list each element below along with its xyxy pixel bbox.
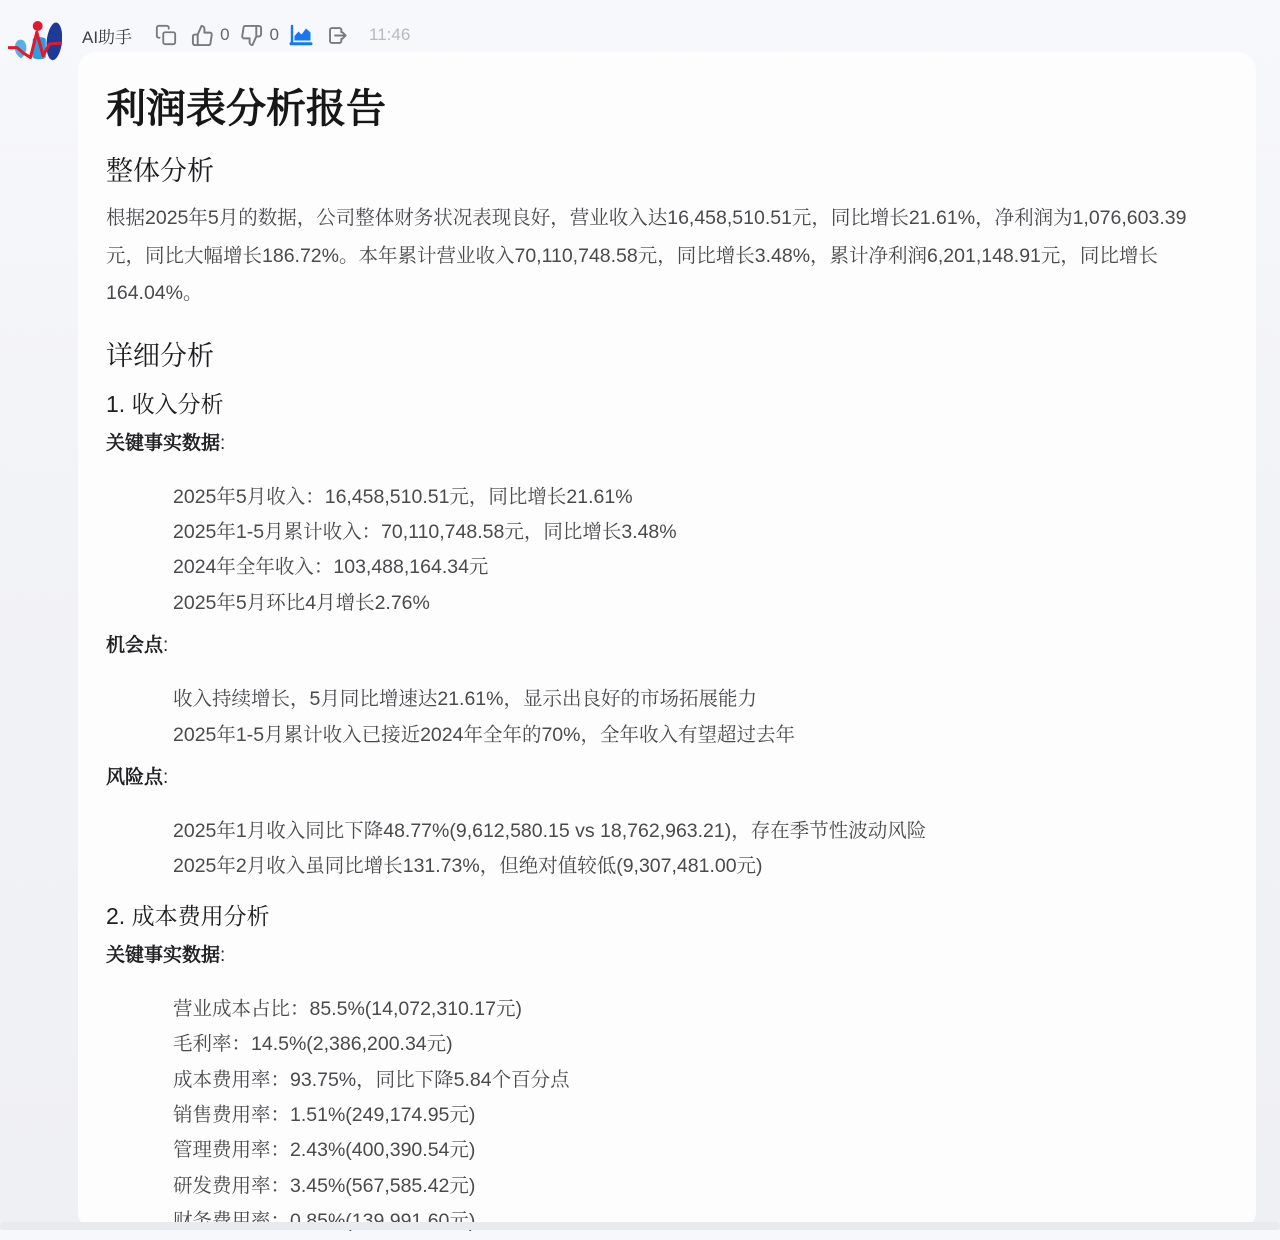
list-item: 2025年1-5月累计收入：70,110,748.58元，同比增长3.48%	[173, 520, 677, 543]
list-item: 2025年5月收入：16,458,510.51元，同比增长21.61%	[173, 485, 633, 508]
report-title: 利润表分析报告	[106, 87, 386, 131]
copy-icon	[155, 24, 177, 46]
label-colon: :	[163, 635, 169, 657]
list-item: 2025年1月收入同比下降48.77%(9,612,580.15 vs 18,762,963.21)，存在季节性波动风险	[173, 819, 927, 842]
thumbs-down-button[interactable]	[238, 21, 266, 49]
thumbs-down-icon	[240, 24, 263, 47]
key-facts-label	[106, 944, 1226, 968]
thumbs-down-count: 0	[269, 25, 279, 44]
list-item: 销售费用率：1.51%(249,174.95元)	[173, 1103, 476, 1126]
key-facts-label-text: 关键事实数据	[106, 432, 221, 454]
overall-analysis-paragraph: 根据2025年5月的数据，公司整体财务状况表现良好，营业收入达16,458,510.51元，同比增长21.61%，净利润为1,076,603.39元，同比大幅增长186.72%。本年累计营业收入70,110,748.58元，同比增长3.48%，累计净利润6,201,148.91元，同比增长164.04%。	[106, 207, 1187, 304]
revenue-analysis-heading: 1. 收入分析	[106, 390, 224, 417]
list-item: 2024年全年收入：103,488,164.34元	[173, 556, 489, 579]
horizontal-scrollbar-track[interactable]	[0, 1222, 1280, 1230]
assistant-logo-icon	[8, 8, 62, 62]
copy-button[interactable]	[152, 21, 180, 49]
label-colon: :	[220, 944, 226, 966]
cost-analysis-heading: 2. 成本费用分析	[106, 902, 270, 929]
list-item: 研发费用率：3.45%(567,585.42元)	[173, 1174, 476, 1197]
assistant-name: AI助手	[82, 27, 133, 47]
list-item: 2025年2月收入虽同比增长131.73%，但绝对值较低(9,307,481.00元)	[173, 855, 763, 878]
area-chart-icon	[289, 23, 313, 47]
cost-facts-list	[106, 992, 1226, 1240]
list-item: 营业成本占比：85.5%(14,072,310.17元)	[173, 997, 522, 1020]
list-item: 管理费用率：2.43%(400,390.54元)	[173, 1139, 476, 1162]
overall-analysis-heading: 整体分析	[106, 156, 214, 186]
opportunities-label-text: 机会点	[106, 635, 164, 657]
key-facts-label	[106, 432, 1226, 456]
list-item: 2025年5月环比4月增长2.76%	[173, 591, 430, 614]
export-button[interactable]	[323, 21, 351, 49]
assistant-message-card	[78, 52, 1256, 1230]
label-colon: :	[163, 766, 169, 788]
risks-list	[106, 814, 1226, 885]
list-item: 成本费用率：93.75%，同比下降5.84个百分点	[173, 1068, 570, 1091]
export-icon	[326, 24, 349, 47]
opportunities-label	[106, 634, 1226, 658]
thumbs-up-count: 0	[220, 25, 230, 44]
message-actions	[148, 21, 355, 49]
risks-label-text: 风险点	[106, 766, 164, 788]
label-colon: :	[220, 432, 226, 454]
risks-label	[106, 766, 1226, 790]
list-item: 毛利率：14.5%(2,386,200.34元)	[173, 1033, 453, 1056]
opportunities-list	[106, 682, 1226, 753]
thumbs-up-icon	[191, 24, 214, 47]
key-facts-label-text: 关键事实数据	[106, 944, 221, 966]
section-cost-analysis	[106, 901, 1226, 1240]
thumbs-up-button[interactable]	[188, 21, 216, 49]
detail-analysis-heading: 详细分析	[106, 340, 214, 371]
assistant-avatar	[8, 8, 62, 62]
view-chart-button[interactable]	[287, 21, 315, 49]
message-timestamp: 11:46	[369, 25, 411, 44]
list-item: 收入持续增长，5月同比增速达21.61%，显示出良好的市场拓展能力	[173, 688, 757, 711]
key-facts-list	[106, 480, 1226, 622]
section-revenue-analysis	[106, 389, 1226, 885]
list-item: 2025年1-5月累计收入已接近2024年全年的70%，全年收入有望超过去年	[173, 723, 795, 746]
